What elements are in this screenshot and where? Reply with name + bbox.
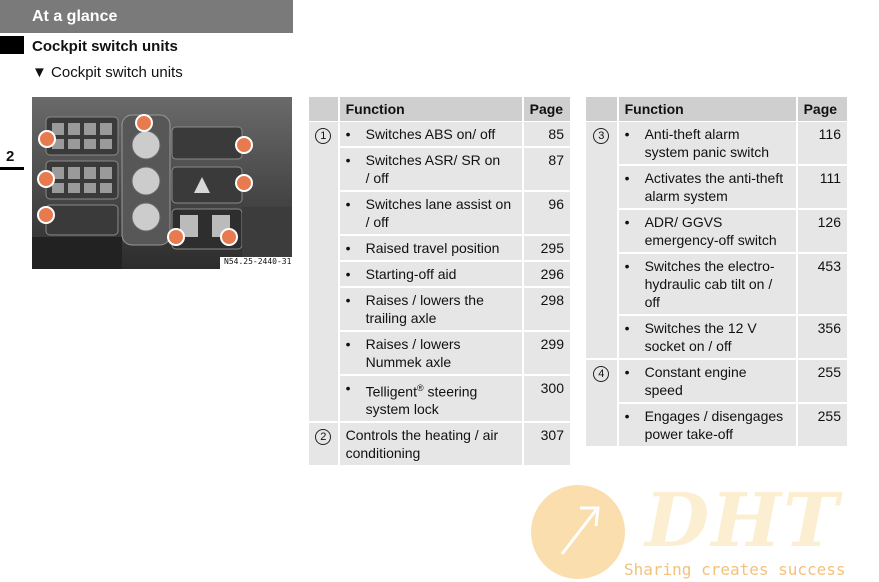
function-table-right (586, 97, 847, 448)
function-cell: • Switches the electro-hydraulic cab tilt on / off (618, 253, 797, 315)
page-cell: 453 (797, 253, 847, 315)
header-blank (309, 97, 339, 121)
page-cell: 298 (523, 287, 570, 331)
page-cell: 296 (523, 261, 570, 287)
table-row (586, 315, 847, 359)
function-cell: • ADR/ GGVS emergency-off switch (618, 209, 797, 253)
function-cell: • Switches ABS on/ off (339, 121, 523, 147)
page-cell: 85 (523, 121, 570, 147)
table-row (586, 359, 847, 403)
page-title: At a glance (32, 8, 118, 25)
group-number: 2 (309, 422, 339, 466)
function-table-left (309, 97, 570, 467)
function-cell: • Raised travel position (339, 235, 523, 261)
chapter-number: 2 (6, 148, 15, 165)
table-row (309, 261, 570, 287)
table-row (586, 253, 847, 315)
table-row (309, 235, 570, 261)
table-row (309, 331, 570, 375)
table-row (586, 403, 847, 447)
table-row (309, 287, 570, 331)
page-cell: 295 (523, 235, 570, 261)
page-cell: 307 (523, 422, 570, 466)
header-blank (586, 97, 618, 121)
section-title: Cockpit switch units (32, 38, 178, 55)
arrow-icon (556, 500, 606, 560)
table-row (309, 422, 570, 466)
page-cell: 299 (523, 331, 570, 375)
function-cell: • Switches lane assist on / off (339, 191, 523, 235)
page-cell: 116 (797, 121, 847, 165)
table-row (586, 121, 847, 165)
group-number: 3 (586, 121, 618, 359)
function-cell: • Telligent® steering system lock (339, 375, 523, 423)
table-row (586, 209, 847, 253)
page-cell: 356 (797, 315, 847, 359)
header-function: Function (618, 97, 797, 121)
function-cell: • Raises / lowers the trailing axle (339, 287, 523, 331)
function-cell: • Activates the anti-theft alarm system (618, 165, 797, 209)
function-cell: • Switches ASR/ SR on / off (339, 147, 523, 191)
group-number: 1 (309, 121, 339, 422)
page-cell: 126 (797, 209, 847, 253)
page-cell: 300 (523, 375, 570, 423)
function-cell: • Engages / disengages power take-off (618, 403, 797, 447)
table-row (586, 165, 847, 209)
watermark-tagline: Sharing creates success (624, 560, 846, 579)
subsection-title: ▼ Cockpit switch units (32, 64, 183, 81)
function-cell: • Starting-off aid (339, 261, 523, 287)
cockpit-photo (32, 97, 292, 269)
section-marker (0, 36, 24, 54)
table-row (309, 375, 570, 423)
group-number: 4 (586, 359, 618, 447)
function-cell: • Raises / lowers Nummek axle (339, 331, 523, 375)
table-row (309, 147, 570, 191)
page-cell: 111 (797, 165, 847, 209)
function-cell: • Switches the 12 V socket on / off (618, 315, 797, 359)
header-page: Page (797, 97, 847, 121)
function-cell: • Anti-theft alarm system panic switch (618, 121, 797, 165)
page-cell: 87 (523, 147, 570, 191)
function-cell: Controls the heating / air conditioning (339, 422, 523, 466)
table-row (309, 121, 570, 147)
page-cell: 96 (523, 191, 570, 235)
watermark-logo: DHT (645, 478, 841, 564)
function-cell: • Constant engine speed (618, 359, 797, 403)
page-cell: 255 (797, 403, 847, 447)
page-cell: 255 (797, 359, 847, 403)
header-page: Page (523, 97, 570, 121)
photo-caption: N54.25-2440-31 (224, 257, 292, 266)
table-row (309, 191, 570, 235)
header-function: Function (339, 97, 523, 121)
